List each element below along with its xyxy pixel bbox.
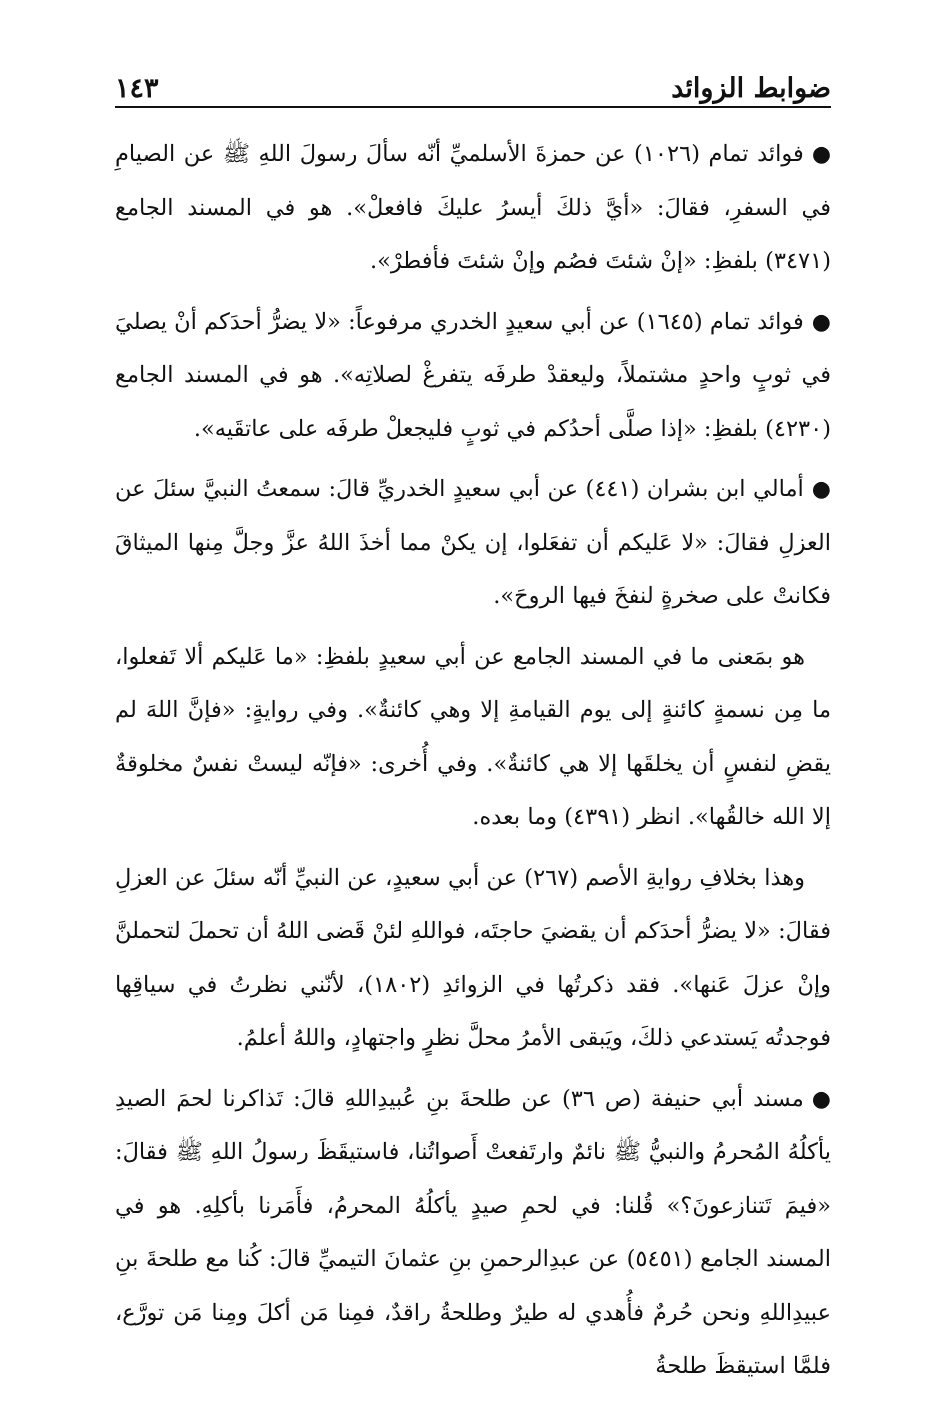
- paragraph-fawaid-tammam-1645: [115, 296, 831, 457]
- bullet-icon: ●: [811, 142, 832, 167]
- paragraph-amali-ibn-bishran: [115, 463, 831, 624]
- paragraph-text: مسند أبي حنيفة (ص ٣٦) عن طلحةَ بنِ عُبيدِاللهِ قالَ: تَذاكرنا لحمَ الصيدِ يأكلُهُ المُحرمُ والنبيُّ ﷺ نائمٌ وارتَفعتْ أَصواتُنا، فاستيقَظَ رسولُ اللهِ ﷺ فقالَ: «فيمَ تَتنازعونَ؟» قُلنا: في لحمِ صيدٍ يأكلُهُ المحرمُ، فأَمَرنا بأكلِهِ. هو في المسند الجامع (٥٤٥١) عن عبدِالرحمنِ بنِ عثمانَ التيميِّ قالَ: كُنا مع طلحةَ بنِ عبيدِاللهِ ونحن حُرمٌ فأُهدي له طيرٌ وطلحةُ راقدٌ، فمِنا مَن أكلَ ومِنا مَن تورَّع، فلمَّا استيقظَ طلحةُ: [115, 1085, 832, 1379]
- paragraph-musnad-abi-hanifa: [115, 1073, 831, 1394]
- paragraph-text: فوائد تمام (١٠٢٦) عن حمزةَ الأسلميِّ أنّه سألَ رسولَ اللهِ ﷺ عن الصيامِ في السفرِ، فقالَ: «أيَّ ذلكَ أيسرُ عليكَ فافعلْ». هو في المسند الجامع (٣٤٧١) بلفظِ: «إنْ شئتَ فصُم وإنْ شئتَ فأفطرْ».: [115, 141, 831, 274]
- paragraph-text: وهذا بخلافِ روايةِ الأصم (٢٦٧) عن أبي سعيدٍ، عن النبيِّ أنّه سئلَ عن العزلِ فقالَ: «لا يضرُّ أحدَكم أن يقضيَ حاجتَه، فواللهِ لئنْ قَضى اللهُ أن تحملَ لتحملنَّ وإنْ عزلَ عَنها». فقد ذكرتُها في الزوائدِ (١٨٠٢)، لأنّني نظرتُ في سياقِها فوجدتُه يَستدعي ذلكَ، ويَبقى الأمرُ محلَّ نظرٍ واجتهادٍ، واللهُ أعلمُ.: [115, 864, 831, 1051]
- bullet-icon: ●: [811, 477, 831, 502]
- page-number: ١٤٣: [115, 73, 159, 104]
- paragraph-text: فوائد تمام (١٦٤٥) عن أبي سعيدٍ الخدري مرفوعاً: «لا يضرُّ أحدَكم أنْ يصليَ في ثوبٍ واحدٍ مشتملاً، وليعقدْ طرفَه يتفرغْ لصلاتِه». هو في المسند الجامع (٤٢٣٠) بلفظِ: «إذا صلَّى أحدُكم في ثوبٍ فليجعلْ طرفَه على عاتقَيه».: [115, 308, 831, 442]
- running-header: [115, 62, 831, 108]
- running-title: ضوابط الزوائد: [671, 73, 831, 104]
- bullet-icon: ●: [811, 1086, 831, 1112]
- paragraph-commentary-musnad: [115, 631, 831, 845]
- paragraph-fawaid-tammam-1026: [115, 128, 831, 289]
- paragraph-commentary-asam: [115, 852, 831, 1066]
- paragraph-text: هو بمَعنى ما في المسند الجامع عن أبي سعيدٍ بلفظِ: «ما عَليكم ألا تَفعلوا، ما مِن نسمةٍ كائنةٍ إلى يوم القيامةِ إلا وهي كائنةٌ». وفي روايةٍ: «فإنَّ اللهَ لم يقضِ لنفسٍ أن يخلقَها إلا هي كائنةٌ». وفي أُخرى: «فإنّه ليستْ نفسٌ مخلوقةٌ إلا الله خالقُها». انظر (٤٣٩١) وما بعده.: [115, 643, 831, 830]
- bullet-icon: ●: [811, 309, 831, 335]
- paragraph-text: أمالي ابن بشران (٤٤١) عن أبي سعيدٍ الخدريِّ قالَ: سمعتُ النبيَّ سئلَ عن العزلِ فقالَ: «لا عَليكم أن تفعَلوا، إن يكنْ مما أخذَ اللهُ عزَّ وجلَّ مِنها الميثاقَ فكانتْ على صخرةٍ لنفخَ فيها الروحَ».: [115, 476, 831, 609]
- body-text: [115, 128, 831, 1401]
